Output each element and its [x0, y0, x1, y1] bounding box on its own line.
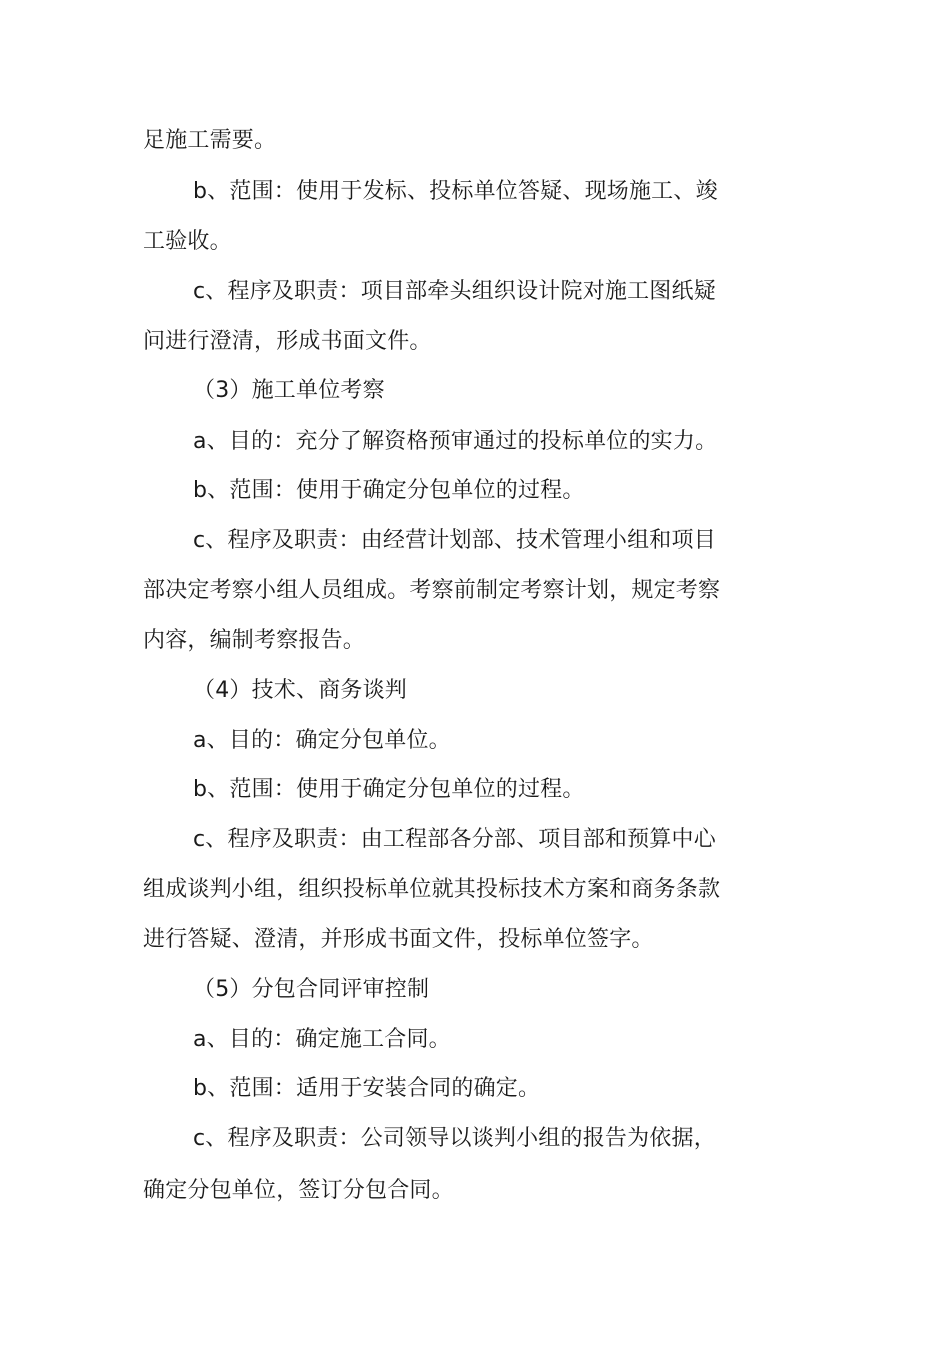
- text-line: 工验收。: [143, 229, 232, 254]
- text-line: 足施工需要。: [143, 128, 277, 153]
- text-line: c、程序及职责：公司领导以谈判小组的报告为依据，: [193, 1126, 716, 1151]
- text-line: 确定分包单位，签订分包合同。: [143, 1178, 454, 1203]
- text-line: b、范围：使用于发标、投标单位答疑、现场施工、竣: [193, 179, 718, 204]
- text-line: c、程序及职责：由经营计划部、技术管理小组和项目: [193, 528, 716, 553]
- text-line: a、目的：确定施工合同。: [193, 1027, 451, 1052]
- section-heading: （5）分包合同评审控制: [193, 977, 430, 1002]
- text-line: 进行答疑、澄清，并形成书面文件，投标单位签字。: [143, 927, 654, 952]
- text-line: b、范围：使用于确定分包单位的过程。: [193, 478, 585, 503]
- text-line: c、程序及职责：项目部牵头组织设计院对施工图纸疑: [193, 279, 716, 304]
- text-line: a、目的：充分了解资格预审通过的投标单位的实力。: [193, 429, 718, 454]
- text-line: b、范围：使用于确定分包单位的过程。: [193, 777, 585, 802]
- text-line: a、目的：确定分包单位。: [193, 728, 451, 753]
- text-line: 内容，编制考察报告。: [143, 628, 366, 653]
- text-line: 问进行澄清，形成书面文件。: [143, 329, 432, 354]
- section-heading: （4）技术、商务谈判: [193, 678, 407, 703]
- text-line: 组成谈判小组，组织投标单位就其投标技术方案和商务条款: [143, 877, 721, 902]
- text-line: b、范围：适用于安装合同的确定。: [193, 1076, 541, 1101]
- text-line: c、程序及职责：由工程部各分部、项目部和预算中心: [193, 827, 716, 852]
- text-line: 部决定考察小组人员组成。考察前制定考察计划，规定考察: [143, 578, 721, 603]
- section-heading: （3）施工单位考察: [193, 378, 385, 403]
